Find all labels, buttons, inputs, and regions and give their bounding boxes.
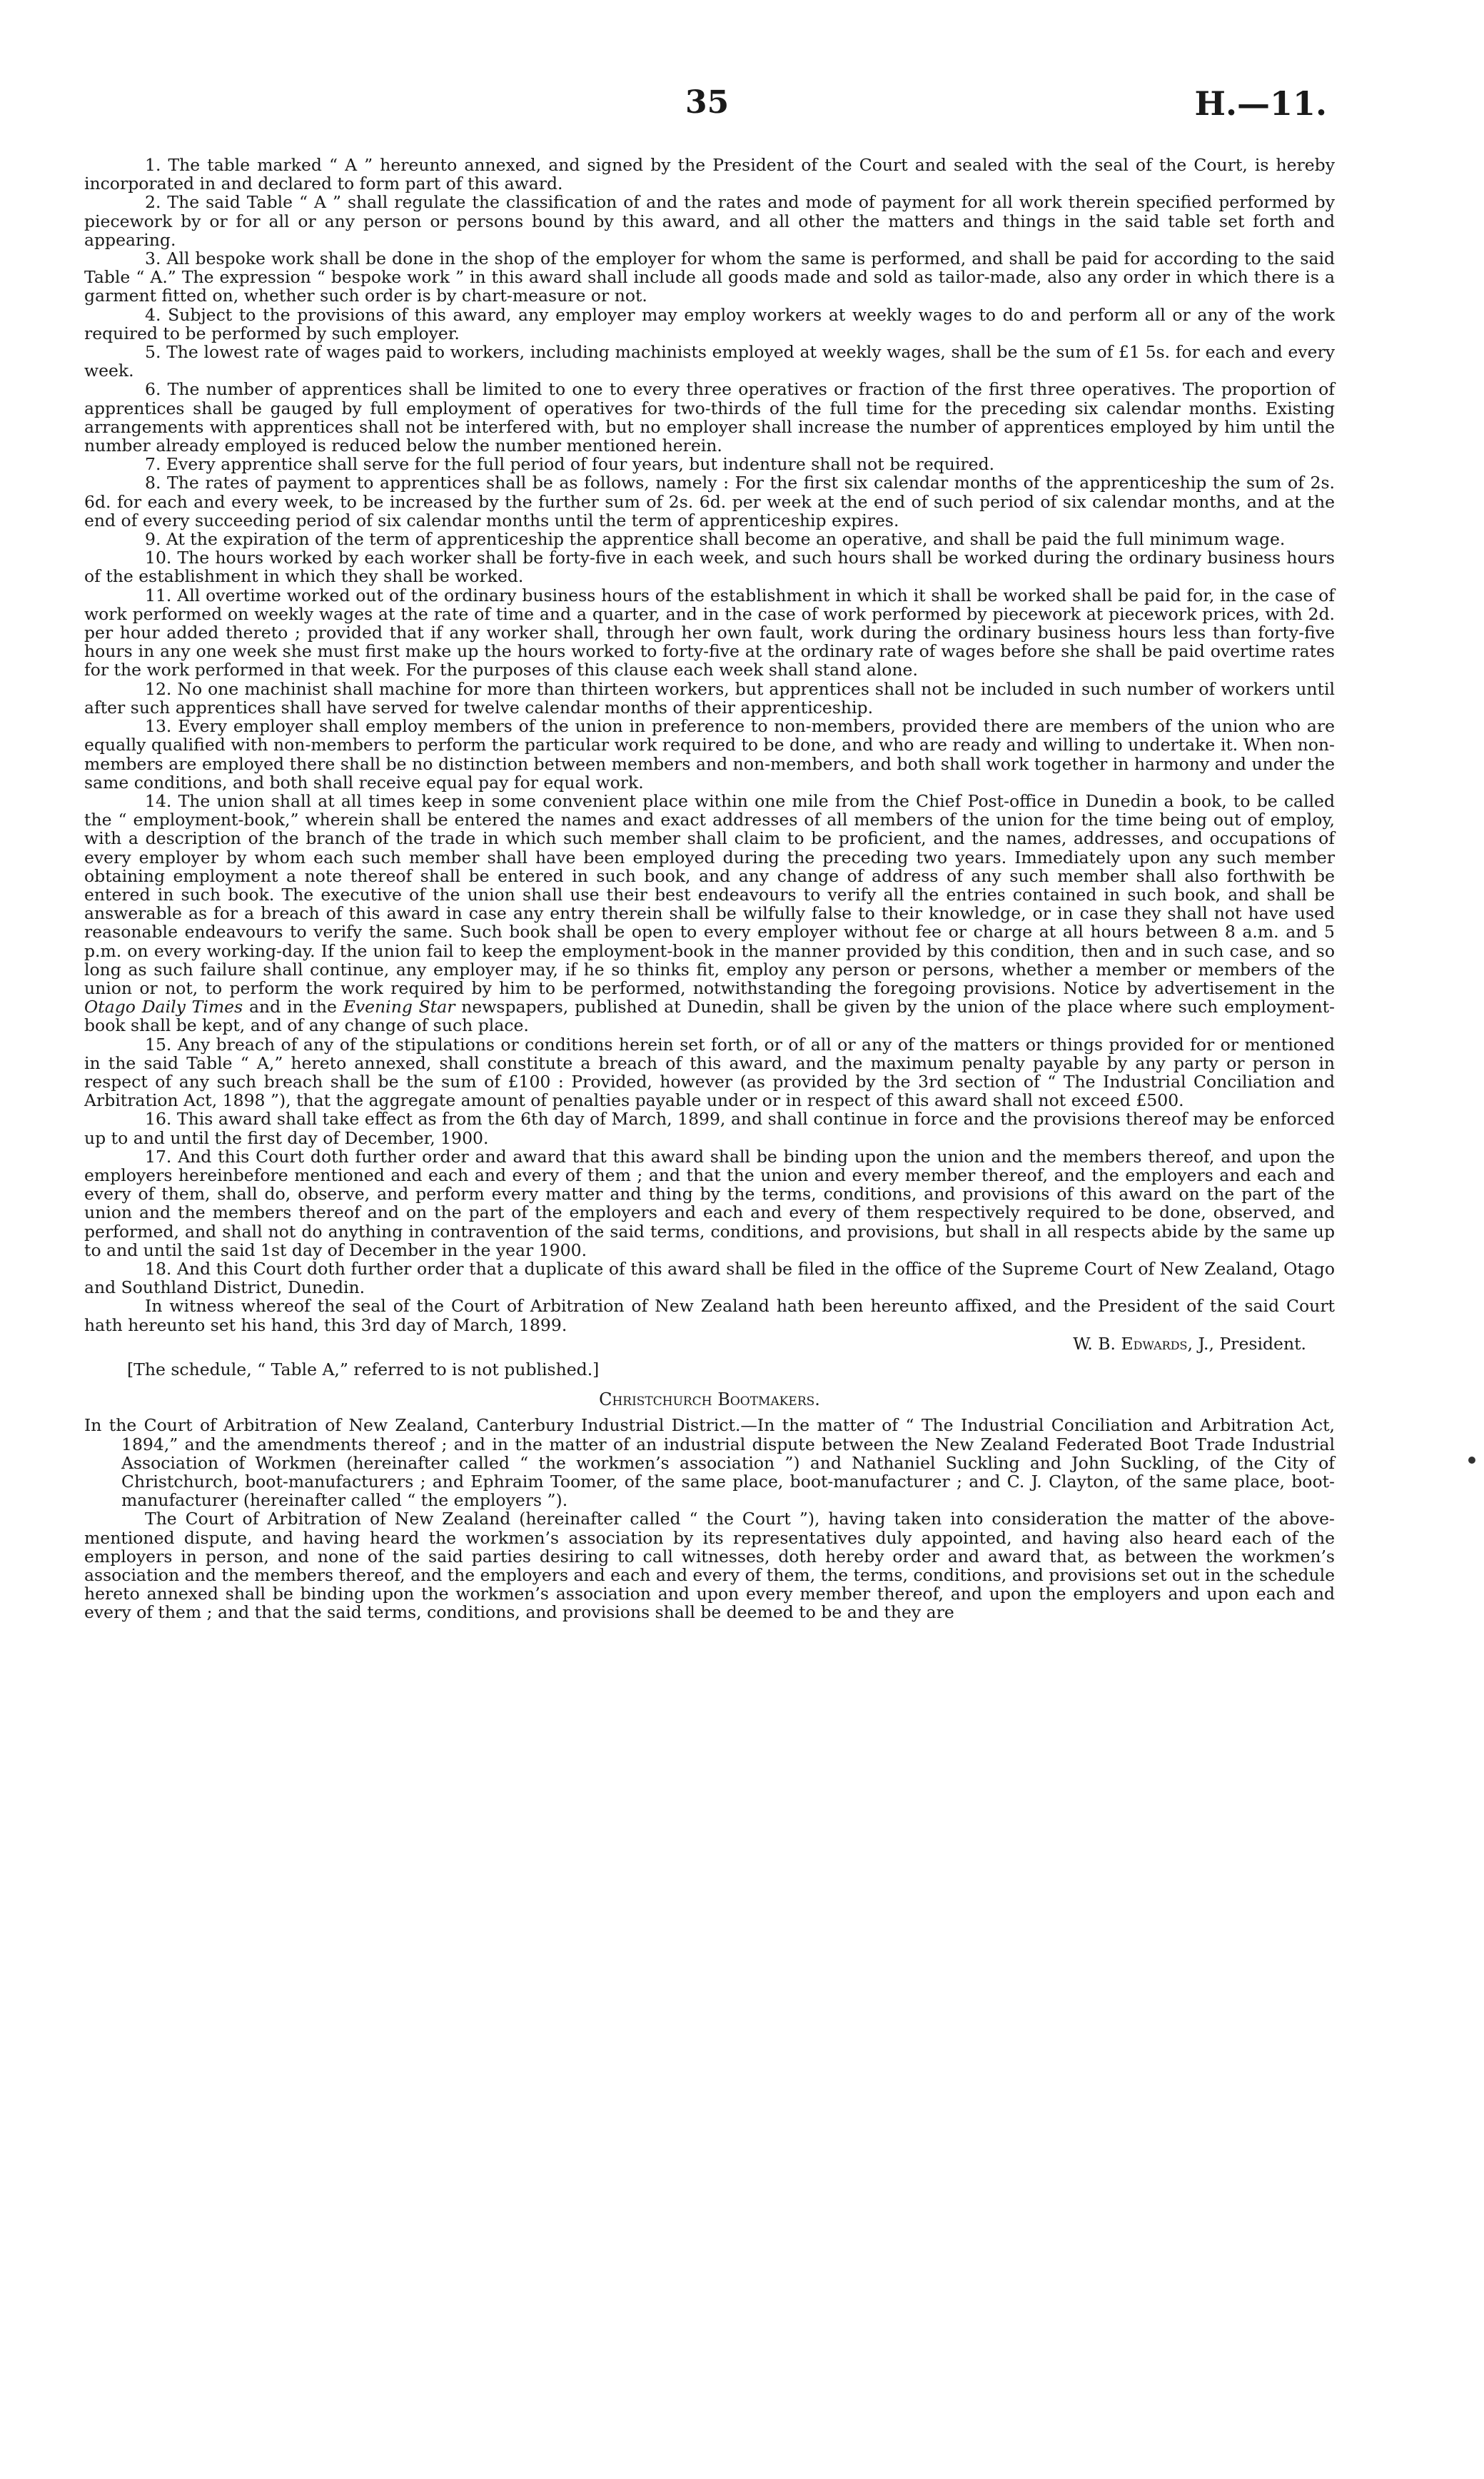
page-number: 35	[685, 84, 730, 121]
clause-7: 7. Every apprentice shall serve for the full period of four years, but indenture shall not be required.	[145, 454, 995, 475]
clause-14-text-c: newspapers, published at Dunedin, shall be given by the union of the place where such employment-book shall be kept, and of any change of such place.	[84, 997, 1335, 1036]
clause-17: 17. And this Court doth further order and award that this award shall be binding upon the union and the members thereof, and upon the employers hereinbefore mentioned and each and every of them ; and that the union and every member thereof, and the employers and each and every of them, shall do, observe, and perform every matter and thing by the terms, conditions, and provisions of this award on the part of the union and the members thereof and on the part of the employers and each and every of them respectively required to be done, observed, and performed, and shall not do anything in contravention of the said terms, conditions, and provisions, but shall in all respects abide by the same up to and until the said 1st day of December in the year 1900.	[84, 1146, 1335, 1260]
schedule-note: [The schedule, “ Table A,” referred to is not published.]	[127, 1359, 600, 1379]
clause-15: 15. Any breach of any of the stipulations or conditions herein set forth, or of all or any of the matters or things provided for or mentioned in the said Table “ A,” hereto annexed, shall constitute a breach of this award, and the maximum penalty payable by any party or person in respect of any such breach shall be the sum of £100 : Provided, however (as provided by the 3rd section of “ The Industrial Conciliation and Arbitration Act, 1898 ”), that the aggregate amount of penalties payable under or in respect of this award shall not exceed £500.	[84, 1034, 1335, 1111]
clause-12: 12. No one machinist shall machine for more than thirteen workers, but apprentices shall not be included in such number of workers until after such apprentices shall have served for twelve calendar months of their apprenticeship.	[84, 678, 1335, 718]
award-paragraph: The Court of Arbitration of New Zealand (hereinafter called “ the Court ”), having taken into consideration the matter of the above-mentioned dispute, and having heard the workmen’s association by its representatives duly appointed, and having also heard each of the employers in person, and none of the said parties desiring to call witnesses, doth hereby order and award that, as between the workmen’s association and the members thereof, and the employers and each and every of them, the terms, conditions, and provisions set out in the schedule hereto annexed shall be binding upon the workmen’s association and upon every member thereof, and upon the employers and upon each and every of them ; and that the said terms, conditions, and provisions shall be deemed to be and they are	[84, 1509, 1335, 1623]
clause-10: 10. The hours worked by each worker shall be forty-five in each week, and such hours shall be worked during the ordinary business hours of the establishment in which they shall be worked.	[84, 548, 1335, 587]
clause-14-text-b: and in the	[243, 997, 343, 1017]
signature-name: Edwards	[1121, 1333, 1188, 1354]
clause-11: 11. All overtime worked out of the ordinary business hours of the establishment in which it shall be worked shall be paid for, in the case of work performed on weekly wages at the rate of time and a quarter, and in the case of work performed by piecework at piecework prices, with 2d. per hour added thereto ; provided that if any worker shall, through her own fault, work during the ordinary business hours less than forty-five hours in any one week she must first make up the hours worked to forty-five at the ordinary rate of wages before she shall be paid overtime rates for the work performed in that week. For the purposes of this clause each week shall stand alone.	[84, 585, 1335, 680]
signature-line	[84, 1334, 1335, 1353]
signature-title: , J., President.	[1187, 1333, 1306, 1354]
clause-8: 8. The rates of payment to apprentices shall be as follows, namely : For the first six calendar months of the apprenticeship the sum of 2s. 6d. for each and every week, to be increased by the further sum of 2s. 6d. per week at the end of such period of six calendar months, and at the end of every succeeding period of six calendar months until the term of apprenticeship expires.	[84, 473, 1335, 531]
clause-1: 1. The table marked “ A ” hereunto annexed, and signed by the President of the Court and sealed with the seal of the Court, is hereby incorporated in and declared to form part of this award.	[84, 155, 1335, 194]
signature-initials: W. B.	[1073, 1333, 1121, 1354]
clause-9: 9. At the expiration of the term of apprenticeship the apprentice shall become an operative, and shall be paid the full minimum wage.	[145, 529, 1286, 550]
newspaper-evening-star: Evening Star	[343, 997, 455, 1017]
clause-3: 3. All bespoke work shall be done in the shop of the employer for whom the same is performed, and shall be paid for according to the said Table “ A.” The expression “ bespoke work ” in this award shall include all goods made and sold as tailor-made, also any order in which there is a garment fitted on, whether such order is by chart-measure or not.	[84, 248, 1335, 306]
margin-mark	[1468, 1457, 1475, 1464]
document-body	[84, 156, 1335, 1622]
witness-clause: In witness whereof the seal of the Court of Arbitration of New Zealand hath been hereunto affixed, and the President of the said Court hath hereunto set his hand, this 3rd day of March, 1899.	[84, 1296, 1335, 1335]
matter-paragraph: In the Court of Arbitration of New Zealand, Canterbury Industrial District.—In the matter of “ The Industrial Conciliation and Arbitration Act, 1894,” and the amendments thereof ; and in the matter of an industrial dispute between the New Zealand Federated Boot Trade Industrial Association of Workmen (hereinafter called “ the workmen’s association ”) and Nathaniel Suckling and John Suckling, of the City of Christchurch, boot-manufacturers ; and Ephraim Toomer, of the same place, boot-manufacturer ; and C. J. Clayton, of the same place, boot-manufacturer (hereinafter called “ the employers ”).	[84, 1415, 1335, 1511]
section-heading: Christchurch Bootmakers.	[599, 1389, 820, 1410]
clause-14	[84, 792, 1335, 1035]
clause-18: 18. And this Court doth further order that a duplicate of this award shall be filed in the office of the Supreme Court of New Zealand, Otago and Southland District, Dunedin.	[84, 1258, 1335, 1298]
clause-14-text-a: 14. The union shall at all times keep in some convenient place within one mile from the Chief Post-office in Dunedin a book, to be called the “ employment-book,” wherein shall be entered the names and exact addresses of all members of the union for the time being out of employ, with a description of the branch of the trade in which such member shall claim to be proficient, and the names, addresses, and occupations of every employer by whom each such member shall have been employed during the preceding two years. Immediately upon any such member obtaining employment a note thereof shall be entered in such book, and any change of address of any such member shall also forthwith be entered in such book. The executive of the union shall use their best endeavours to verify all the entries contained in such book, and shall be answerable as for a breach of this award in case any entry therein shall be wilfully false to their knowledge, or in case they shall not have used reasonable endeavours to verify the same. Such book shall be open to every employer without fee or charge at all hours between 8 a.m. and 5 p.m. on every working-day. If the union fail to keep the employment-book in the manner provided by this condition, then and in such case, and so long as such failure shall continue, any employer may, if he so thinks fit, employ any person or persons, whether a member or members of the union or not, to perform the work required by him to be performed, notwithstanding the foregoing provisions. Notice by advertisement in the	[84, 790, 1335, 998]
clause-16: 16. This award shall take effect as from the 6th day of March, 1899, and shall continue in force and the provisions thereof may be enforced up to and until the first day of December, 1900.	[84, 1109, 1335, 1148]
clause-2: 2. The said Table “ A ” shall regulate the classification of and the rates and mode of payment for all work therein specified performed by piecework by or for all or any person or persons bound by this award, and all other the matters and things in the said table set forth and appearing.	[84, 192, 1335, 250]
page-header	[0, 84, 1484, 134]
clause-5: 5. The lowest rate of wages paid to workers, including machinists employed at weekly wages, shall be the sum of £1 5s. for each and every week.	[84, 342, 1335, 381]
clause-13: 13. Every employer shall employ members of the union in preference to non-members, provided there are members of the union who are equally qualified with non-members to perform the particular work required to be done, and who are ready and willing to undertake it. When non-members are employed there shall be no distinction between members and non-members, and both shall work together in harmony and under the same conditions, and both shall receive equal pay for equal work.	[84, 716, 1335, 793]
clause-6: 6. The number of apprentices shall be limited to one to every three operatives or fraction of the first three operatives. The proportion of apprentices shall be gauged by full employment of operatives for two-thirds of the full time for the preceding six calendar months. Existing arrangements with apprentices shall not be interfered with, but no employer shall increase the number of apprentices employed by him until the number already employed is reduced below the number mentioned herein.	[84, 379, 1335, 456]
clause-4: 4. Subject to the provisions of this award, any employer may employ workers at weekly wages to do and perform all or any of the work required to be performed by such employer.	[84, 304, 1335, 343]
parliamentary-reference: H.—11.	[1194, 84, 1327, 123]
newspaper-otago-daily-times: Otago Daily Times	[84, 997, 243, 1017]
